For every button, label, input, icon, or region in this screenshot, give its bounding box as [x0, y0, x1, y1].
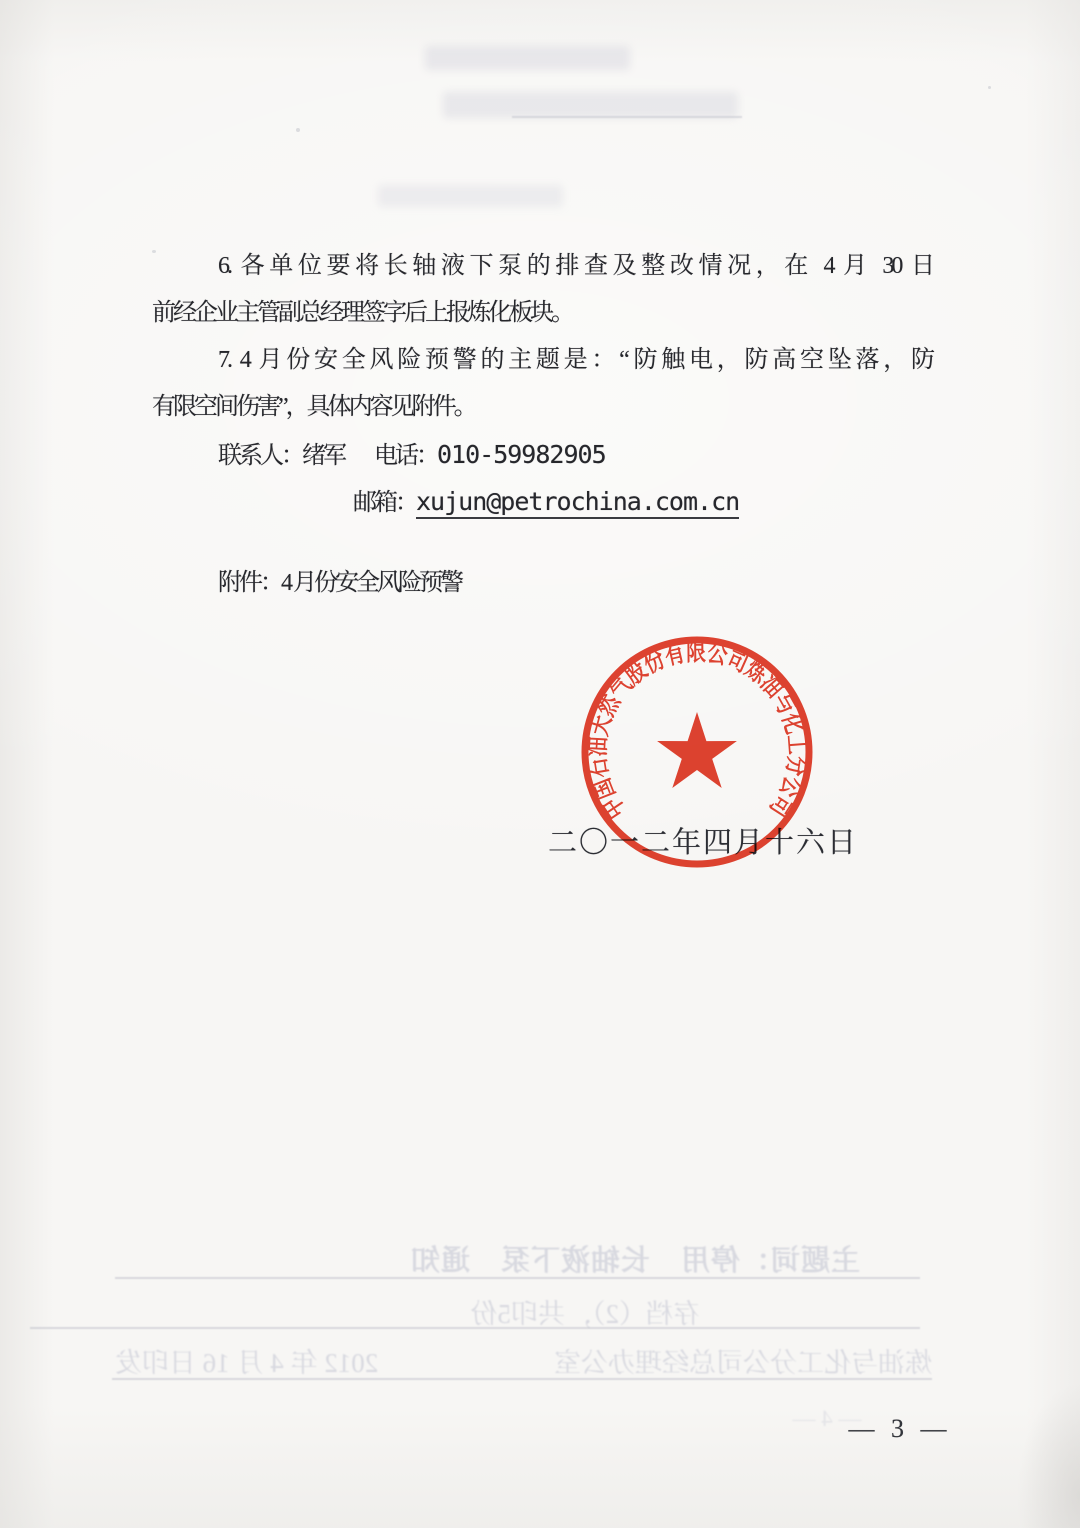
paragraph-7-line-2: 有限空间伤害”，具体内容见附件。: [152, 394, 475, 420]
contact-person: 联系人：绪军: [218, 443, 344, 469]
seal-graphic: [581, 636, 813, 868]
paper-speck: [296, 128, 300, 132]
issue-date: 二〇一二年四月十六日: [548, 827, 859, 859]
paragraph-6-line-2: 前经企业主管副总经理签字后上报炼化板块。: [152, 300, 572, 326]
email-address: xujun@petrochina.com.cn: [416, 487, 739, 519]
bleedthrough-smudge: [443, 92, 738, 118]
bleedthrough-rule: [30, 1327, 920, 1329]
bleedthrough-rule: [112, 1378, 932, 1380]
seal-star-icon: [657, 712, 737, 788]
contact-line: [152, 431, 932, 478]
paragraph-7-line-1: 7. 4 月份安全风险预警的主题是：“防触电，防高空坠落，防: [218, 347, 932, 373]
bleedthrough-rule: [115, 1277, 920, 1279]
email-label: 邮箱：: [353, 490, 416, 516]
paper-speck: [988, 86, 991, 89]
bleedthrough-underline: [512, 116, 742, 118]
bleedthrough-smudge: [378, 185, 563, 207]
bleedthrough-subject-line: 主题词：停用 长轴液下泵 通知: [409, 1245, 860, 1277]
phone-number: 010-59982905: [437, 440, 606, 469]
phone-label: 电话：: [374, 443, 437, 469]
email-line: [152, 478, 932, 525]
bleedthrough-copies-line: 存档（2），共印5份: [470, 1299, 700, 1329]
page-number: — 3 —: [848, 1414, 952, 1443]
paragraph-6-line-1: 6. 各单位要将长轴液下泵的排查及整改情况，在 4 月 30 日: [218, 253, 932, 279]
bleedthrough-issuer-office: 炼油与化工分公司总经理办公室: [554, 1348, 932, 1378]
bleedthrough-smudge: [425, 46, 630, 70]
bleedthrough-issuer-line: [115, 1341, 932, 1380]
paper-corner-shade: [960, 1308, 1080, 1528]
document-body: [152, 243, 932, 607]
official-seal: [581, 636, 813, 868]
attachment-line: 附件：4 月份安全风险预警: [218, 570, 461, 596]
bleedthrough-issue-date: 2012 年 4 月 16 日印发: [115, 1348, 379, 1378]
bleedthrough-page-number: — 4 —: [792, 1406, 862, 1431]
seal-text: 中国石油天然气股份有限公司炼油与化工分公司: [581, 636, 813, 828]
paper-speck: [152, 250, 156, 253]
